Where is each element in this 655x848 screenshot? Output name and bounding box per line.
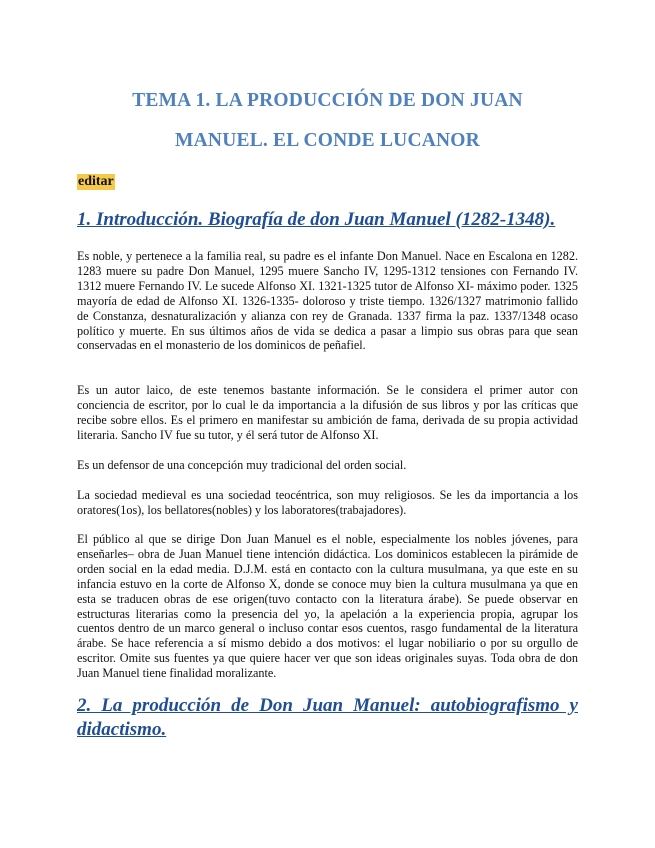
paragraph-social-order: Es un defensor de una concepción muy tradicional del orden social. xyxy=(77,458,407,472)
section-1-heading: 1. Introducción. Biografía de don Juan Manuel (1282-1348). xyxy=(77,209,556,230)
paragraph-audience: El público al que se dirige Don Juan Manuel es el noble, especialmente los nobles jóvenes, para enseñarles– obra de Juan Manuel tiene intención didáctica. Los dominicos establecen la pirámide de orden social en la edad media. D.J.M. está en contacto con la cultura musulmana, ya que este en su infancia estuvo en la corte de Alfonso X, donde se conoce muy bien la cultura musulmana ya que en esta se traducen obras de ese origen(tuvo contacto con la literatura árabe). Se puede observar en estructuras literarias como la presencia del yo, la apelación a la experiencia propia, agrupar los cuentos dentro de un marco general o incluso contar esos cuentos, rasgo fundamental de la literatura árabe. Se hace referencia a sí mismo debido a dos motivos: el lugar nobiliario o por su orgullo de escritor. Omite sus fuentes ya que quiere hacer ver que son ideas originales suyas. Toda obra de don Juan Manuel tiene finalidad moralizante. xyxy=(77,532,578,681)
paragraph-biography: Es noble, y pertenece a la familia real, su padre es el infante Don Manuel. Nace en Escalona en 1282. 1283 muere su padre Don Manuel, 1295 muere Sancho IV, 1295-1312 tensiones con Fernando IV. 1312 muere Fernando IV. Le sucede Alfonso XI. 1321-1325 tutor de Alfonso XI- máximo poder. 1325 mayoría de edad de Alfonso XI. 1326-1335- doloroso y triste tiempo. 1326/1327 matrimonio fallido de Constanza, desnaturalización y alianza con rey de Granada. 1337 firma la paz. 1337/1348 ocaso político y muerte. En sus últimos años de vida se dedica a pasar a limpio sus obras para que sean conservadas en el monasterio de los dominicos de peñafiel. xyxy=(77,249,578,353)
document-title-line-2: MANUEL. EL CONDE LUCANOR xyxy=(175,130,480,151)
paragraph-lay-author: Es un autor laico, de este tenemos bastante información. Se le considera el primer autor con conciencia de escritor, por lo cual le da importancia a la difusión de sus libros y por las críticas que recibe sobre ellos. Es el primero en manifestar su ambición de fama, derivada de su propia actividad literaria. Sancho IV fue su tutor, y él será tutor de Alfonso XI. xyxy=(77,383,578,442)
paragraph-medieval-society: La sociedad medieval es una sociedad teocéntrica, son muy religiosos. Se les da importancia a los oratores(1os), los bellatores(nobles) y los laboratores(trabajadores). xyxy=(77,488,578,517)
document-title-line-1: TEMA 1. LA PRODUCCIÓN DE DON JUAN xyxy=(132,90,523,111)
section-2-heading: 2. La producción de Don Juan Manuel: autobiografismo y didactismo. xyxy=(77,695,578,740)
edit-link[interactable]: editar xyxy=(78,174,114,189)
